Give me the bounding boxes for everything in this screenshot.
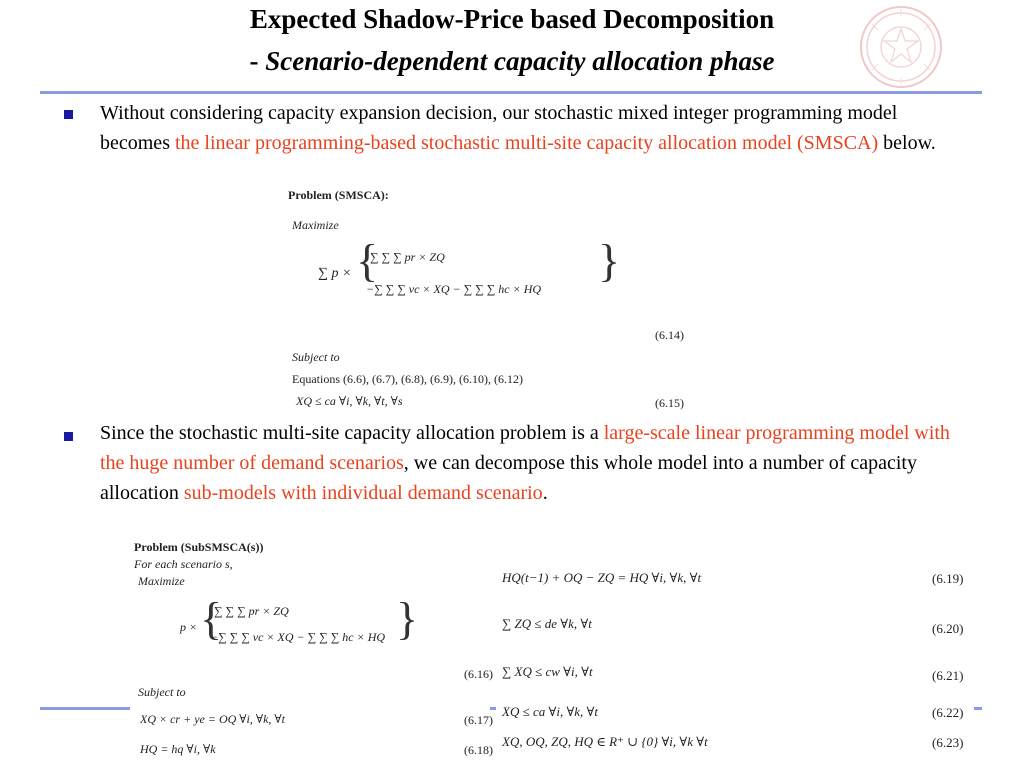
smsca-equations-list: Equations (6.6), (6.7), (6.8), (6.9), (6.10), (6.12)	[292, 372, 523, 386]
sub-constraint-6-18: HQ = hq ∀i, ∀k	[140, 742, 216, 756]
sub-left-brace: {	[200, 593, 223, 644]
eq-number-6-17: (6.17)	[464, 713, 493, 727]
smsca-subject-to: Subject to	[292, 350, 340, 364]
eq-number-6-18: (6.18)	[464, 743, 493, 757]
eq-number-6-15: (6.15)	[655, 396, 684, 410]
eq-number-6-21: (6.21)	[932, 668, 964, 683]
smsca-left-brace: {	[356, 235, 379, 286]
slide-title: Expected Shadow-Price based Decomposition	[249, 4, 775, 34]
bullet-1-part1: Without considering capacity expansion decision, our stochastic mixed integer programming model becomes	[100, 102, 898, 154]
bullet-2-part3: , we can decompose this whole model into a number of capacity allocation	[100, 452, 917, 504]
smsca-objective-line1: ∑ ∑ ∑ pr × ZQ	[370, 250, 445, 264]
subtitle-dash: -	[249, 46, 266, 76]
sub-constraint-6-21: ∑ XQ ≤ cw ∀i, ∀t	[502, 664, 593, 679]
bullet-2-highlight-2: sub-models with individual demand scenario	[183, 482, 543, 504]
sub-constraint-6-23: XQ, OQ, ZQ, HQ ∈ R⁺ ∪ {0} ∀i, ∀k ∀t	[502, 734, 708, 749]
bullet-2-text	[100, 418, 970, 508]
bullet-marker	[64, 432, 73, 441]
eq-number-6-19: (6.19)	[932, 571, 964, 586]
title-divider	[40, 91, 982, 94]
eq-number-6-23: (6.23)	[932, 735, 964, 750]
smsca-right-brace: }	[598, 235, 621, 286]
eq-number-6-22: (6.22)	[932, 705, 964, 720]
sub-subject-to: Subject to	[138, 685, 186, 699]
bullet-1-part3: below.	[878, 132, 936, 154]
sub-for-each: For each scenario s,	[134, 557, 233, 571]
university-seal-logo	[858, 4, 944, 90]
smsca-heading: Problem (SMSCA):	[288, 188, 389, 202]
sub-maximize: Maximize	[138, 574, 185, 588]
smsca-maximize: Maximize	[292, 218, 339, 232]
bullet-2-highlight-1: large-scale linear programming model with the huge number of demand scenarios	[100, 422, 950, 474]
subtitle-text: Scenario-dependent capacity allocation phase	[265, 46, 775, 76]
sub-heading: Problem (SubSMSCA(s))	[134, 540, 264, 554]
eq-number-6-14: (6.14)	[655, 328, 684, 342]
smsca-objective-line2: −∑ ∑ ∑ vc × XQ − ∑ ∑ ∑ hc × HQ	[366, 282, 542, 296]
bullet-2-part5: .	[542, 482, 548, 504]
eq-number-6-16: (6.16)	[464, 667, 493, 681]
bullet-1-text	[100, 98, 960, 158]
bullet-marker	[64, 110, 73, 119]
eq-number-6-20: (6.20)	[932, 621, 964, 636]
smsca-constraint: XQ ≤ ca ∀i, ∀k, ∀t, ∀s	[296, 394, 403, 408]
sub-constraint-6-17: XQ × cr + ye = OQ ∀i, ∀k, ∀t	[140, 712, 285, 726]
sub-constraint-6-20: ∑ ZQ ≤ de ∀k, ∀t	[502, 616, 592, 631]
sub-constraint-6-22: XQ ≤ ca ∀i, ∀k, ∀t	[502, 704, 599, 719]
sub-right-brace: }	[396, 593, 419, 644]
sub-constraint-6-19: HQ(t−1) + OQ − ZQ = HQ ∀i, ∀k, ∀t	[502, 570, 702, 585]
bullet-2-part1: Since the stochastic multi-site capacity allocation problem is a	[100, 422, 604, 444]
sub-objective-line2: −∑ ∑ ∑ vc × XQ − ∑ ∑ ∑ hc × HQ	[210, 630, 386, 644]
bullet-1-highlight: the linear programming-based stochastic multi-site capacity allocation model (SMSCA)	[174, 132, 879, 154]
smsca-sum-s: ∑ p ×	[318, 266, 352, 281]
sub-objective-prefix: p ×	[180, 620, 198, 634]
sub-objective-line1: ∑ ∑ ∑ pr × ZQ	[214, 604, 289, 618]
